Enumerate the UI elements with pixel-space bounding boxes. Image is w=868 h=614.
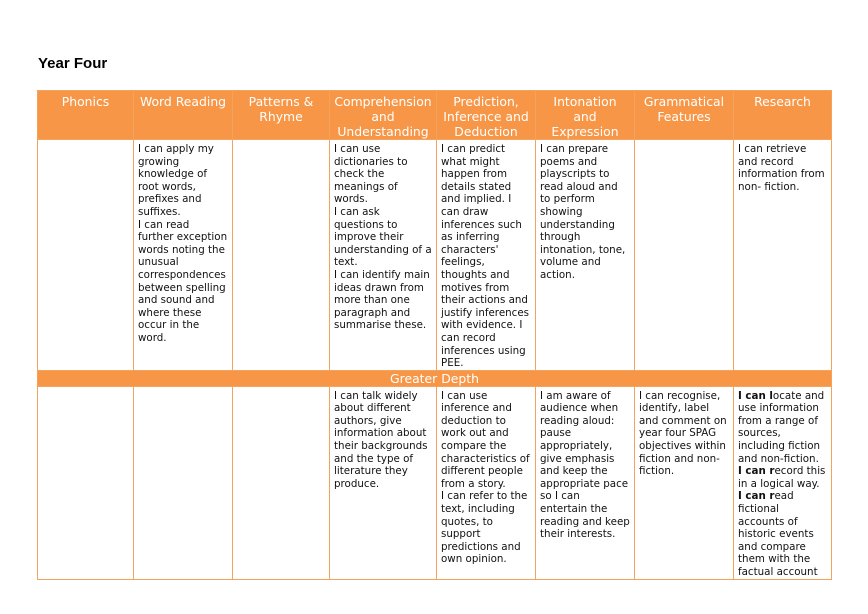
gd-cell-intonation: I am aware of audience when reading aloud: pause appropriately, give emphasis and keep the appropriate pace so I can entertain the reading and keep their interests.: [536, 386, 635, 579]
page-title: Year Four: [38, 55, 108, 72]
gd-cell-research: [734, 386, 832, 579]
gd-cell-word-reading: [134, 386, 233, 579]
greater-depth-band: [38, 370, 832, 386]
research-text: [738, 390, 827, 579]
cell-word-reading: I can apply my growing knowledge of root words, prefixes and suffixes. I can read further exception words noting the unusual correspondences between spelling and sound and where these occur in the word.: [134, 140, 233, 371]
cell-prediction: I can predict what might happen from details stated and implied. I can draw inferences such as inferring characters' feelings, thoughts and motives from their actions and justify inferences with evidence. I can record inferences using PEE.: [437, 140, 536, 371]
cell-patterns-rhyme: [233, 140, 330, 371]
header-intonation: Intonation and Expression: [536, 91, 635, 140]
header-grammatical: Grammatical Features: [635, 91, 734, 140]
gd-cell-phonics: [38, 386, 134, 579]
header-patterns-rhyme: Patterns & Rhyme: [233, 91, 330, 140]
gd-cell-patterns-rhyme: [233, 386, 330, 579]
greater-depth-label: Greater Depth: [38, 370, 832, 386]
research-lead-3: I can r: [738, 490, 775, 503]
header-prediction: Prediction, Inference and Deduction: [437, 91, 536, 140]
research-text-3: ead fictional accounts of historic events and compare them with the factual account: [738, 490, 818, 578]
header-comprehension: Comprehension and Understanding: [330, 91, 437, 140]
header-phonics: Phonics: [38, 91, 134, 140]
research-text-2: ecord this in a logical way.: [738, 465, 829, 490]
greater-depth-row: [38, 386, 832, 579]
header-row: [38, 91, 832, 140]
header-research: Research: [734, 91, 832, 140]
year-four-table: [37, 90, 832, 580]
gd-cell-prediction: I can use inference and deduction to work out and compare the characteristics of different people from a story. I can refer to the text, including quotes, to support predictions and own opinion.: [437, 386, 536, 579]
cell-research: I can retrieve and record information from non- fiction.: [734, 140, 832, 371]
cell-intonation: I can prepare poems and playscripts to read aloud and to perform showing understanding through intonation, tone, volume and action.: [536, 140, 635, 371]
cell-grammatical: [635, 140, 734, 371]
research-lead-2: I can r: [738, 465, 775, 478]
cell-comprehension: I can use dictionaries to check the meanings of words. I can ask questions to improve their understanding of a text. I can identify main ideas drawn from more than one paragraph and summarise these.: [330, 140, 437, 371]
gd-cell-grammatical: I can recognise, identify, label and comment on year four SPAG objectives within fiction and non-fiction.: [635, 386, 734, 579]
cell-phonics: [38, 140, 134, 371]
gd-cell-comprehension: I can talk widely about different authors, give information about their backgrounds and the type of literature they produce.: [330, 386, 437, 579]
header-word-reading: Word Reading: [134, 91, 233, 140]
expected-row: [38, 140, 832, 371]
research-text-1: ocate and use information from a range of sources, including fiction and non-fiction.: [738, 389, 828, 465]
research-lead-1: I can l: [738, 389, 773, 402]
